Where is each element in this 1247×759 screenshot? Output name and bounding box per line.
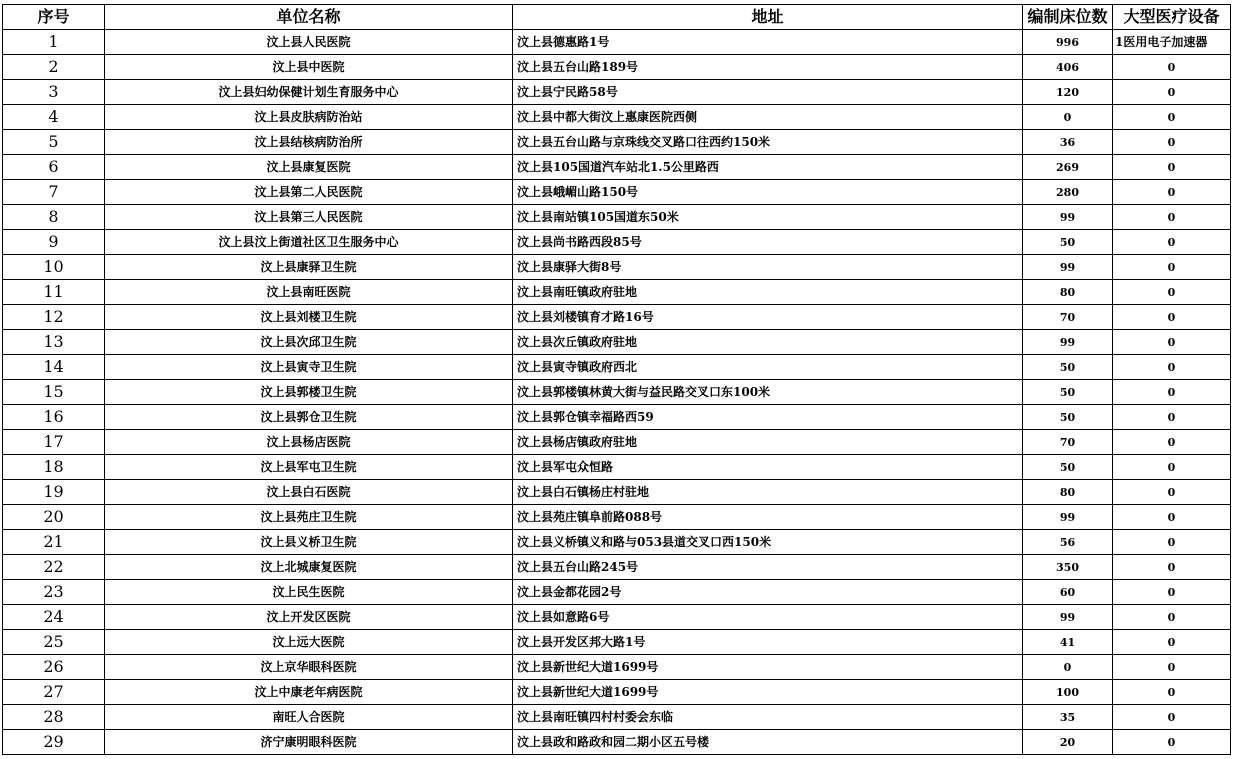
cell-equipment[interactable]: 0	[1113, 555, 1231, 580]
table-row	[3, 705, 1231, 730]
cell-equipment[interactable]: 0	[1113, 530, 1231, 555]
cell-equipment[interactable]: 0	[1113, 305, 1231, 330]
cell-beds[interactable]: 99	[1023, 330, 1113, 355]
cell-no[interactable]: 26	[3, 655, 105, 680]
cell-beds[interactable]: 36	[1023, 130, 1113, 155]
table-row	[3, 305, 1231, 330]
cell-equipment[interactable]: 0	[1113, 605, 1231, 630]
cell-beds[interactable]: 100	[1023, 680, 1113, 705]
cell-name[interactable]: 汶上县结核病防治所	[105, 130, 513, 155]
cell-name[interactable]: 汶上县皮肤病防治站	[105, 105, 513, 130]
cell-beds[interactable]: 350	[1023, 555, 1113, 580]
cell-name[interactable]: 汶上县妇幼保健计划生育服务中心	[105, 80, 513, 105]
cell-equipment[interactable]: 0	[1113, 205, 1231, 230]
cell-equipment[interactable]: 0	[1113, 380, 1231, 405]
cell-beds[interactable]: 70	[1023, 430, 1113, 455]
cell-no[interactable]: 20	[3, 505, 105, 530]
table-row	[3, 555, 1231, 580]
cell-equipment[interactable]: 0	[1113, 155, 1231, 180]
cell-address[interactable]: 汶上县如意路6号	[513, 605, 1023, 630]
cell-name[interactable]: 南旺人合医院	[105, 705, 513, 730]
cell-beds[interactable]: 70	[1023, 305, 1113, 330]
cell-name[interactable]: 汶上县寅寺卫生院	[105, 355, 513, 380]
table-row	[3, 155, 1231, 180]
table-row	[3, 230, 1231, 255]
cell-beds[interactable]: 56	[1023, 530, 1113, 555]
cell-no[interactable]: 21	[3, 530, 105, 555]
cell-address[interactable]: 汶上县五台山路与京珠线交叉路口往西约150米	[513, 130, 1023, 155]
cell-beds[interactable]: 99	[1023, 205, 1113, 230]
cell-no[interactable]: 16	[3, 405, 105, 430]
cell-name[interactable]: 汶上县白石医院	[105, 480, 513, 505]
cell-beds[interactable]: 996	[1023, 30, 1113, 55]
cell-no[interactable]: 1	[3, 30, 105, 55]
cell-name[interactable]: 汶上县康驿卫生院	[105, 255, 513, 280]
cell-name[interactable]: 汶上县南旺医院	[105, 280, 513, 305]
table-row	[3, 430, 1231, 455]
cell-beds[interactable]: 50	[1023, 405, 1113, 430]
cell-address[interactable]: 汶上县五台山路245号	[513, 555, 1023, 580]
cell-no[interactable]: 29	[3, 730, 105, 755]
table-body	[3, 30, 1231, 755]
cell-equipment[interactable]: 0	[1113, 280, 1231, 305]
cell-name[interactable]: 汶上中康老年病医院	[105, 680, 513, 705]
cell-beds[interactable]: 50	[1023, 355, 1113, 380]
cell-name[interactable]: 济宁康明眼科医院	[105, 730, 513, 755]
cell-address[interactable]: 汶上县郭仓镇幸福路西59	[513, 405, 1023, 430]
cell-no[interactable]: 23	[3, 580, 105, 605]
cell-beds[interactable]: 99	[1023, 255, 1113, 280]
cell-address[interactable]: 汶上县刘楼镇育才路16号	[513, 305, 1023, 330]
cell-address[interactable]: 汶上县康驿大街8号	[513, 255, 1023, 280]
cell-equipment[interactable]: 0	[1113, 505, 1231, 530]
cell-name[interactable]: 汶上北城康复医院	[105, 555, 513, 580]
cell-address[interactable]: 汶上县南旺镇政府驻地	[513, 280, 1023, 305]
cell-address[interactable]: 汶上县尚书路西段85号	[513, 230, 1023, 255]
cell-beds[interactable]: 280	[1023, 180, 1113, 205]
cell-address[interactable]: 汶上县政和路政和园二期小区五号楼	[513, 730, 1023, 755]
cell-no[interactable]: 19	[3, 480, 105, 505]
cell-address[interactable]: 汶上县寅寺镇政府西北	[513, 355, 1023, 380]
cell-beds[interactable]: 80	[1023, 280, 1113, 305]
cell-beds[interactable]: 120	[1023, 80, 1113, 105]
cell-no[interactable]: 4	[3, 105, 105, 130]
cell-no[interactable]: 18	[3, 455, 105, 480]
cell-beds[interactable]: 60	[1023, 580, 1113, 605]
cell-address[interactable]: 汶上县中都大街汶上惠康医院西侧	[513, 105, 1023, 130]
cell-name[interactable]: 汶上京华眼科医院	[105, 655, 513, 680]
cell-name[interactable]: 汶上远大医院	[105, 630, 513, 655]
cell-address[interactable]: 汶上县南旺镇四村村委会东临	[513, 705, 1023, 730]
table-row	[3, 355, 1231, 380]
cell-equipment[interactable]: 0	[1113, 630, 1231, 655]
cell-equipment[interactable]: 0	[1113, 180, 1231, 205]
cell-address[interactable]: 汶上县金都花园2号	[513, 580, 1023, 605]
cell-beds[interactable]: 0	[1023, 105, 1113, 130]
cell-no[interactable]: 9	[3, 230, 105, 255]
table-row	[3, 480, 1231, 505]
cell-address[interactable]: 汶上县峨嵋山路150号	[513, 180, 1023, 205]
cell-no[interactable]: 15	[3, 380, 105, 405]
table-row	[3, 30, 1231, 55]
cell-name[interactable]: 汶上县义桥卫生院	[105, 530, 513, 555]
cell-beds[interactable]: 99	[1023, 605, 1113, 630]
cell-address[interactable]: 汶上县苑庄镇阜前路088号	[513, 505, 1023, 530]
cell-equipment[interactable]: 0	[1113, 355, 1231, 380]
cell-beds[interactable]: 20	[1023, 730, 1113, 755]
table-row	[3, 280, 1231, 305]
cell-beds[interactable]: 50	[1023, 455, 1113, 480]
cell-beds[interactable]: 99	[1023, 505, 1113, 530]
header-no[interactable]: 序号	[3, 5, 105, 30]
hospital-table	[2, 4, 1231, 755]
cell-no[interactable]: 13	[3, 330, 105, 355]
table-row	[3, 580, 1231, 605]
table-row	[3, 205, 1231, 230]
table-row	[3, 680, 1231, 705]
cell-no[interactable]: 22	[3, 555, 105, 580]
cell-name[interactable]: 汶上县中医院	[105, 55, 513, 80]
cell-equipment[interactable]: 0	[1113, 230, 1231, 255]
cell-equipment[interactable]: 0	[1113, 730, 1231, 755]
cell-address[interactable]: 汶上县宁民路58号	[513, 80, 1023, 105]
table-row	[3, 455, 1231, 480]
cell-name[interactable]: 汶上县第三人民医院	[105, 205, 513, 230]
header-name[interactable]: 单位名称	[105, 5, 513, 30]
cell-name[interactable]: 汶上县康复医院	[105, 155, 513, 180]
cell-equipment[interactable]: 0	[1113, 580, 1231, 605]
cell-name[interactable]: 汶上县次邱卫生院	[105, 330, 513, 355]
cell-name[interactable]: 汶上县苑庄卫生院	[105, 505, 513, 530]
cell-equipment[interactable]: 0	[1113, 80, 1231, 105]
cell-no[interactable]: 11	[3, 280, 105, 305]
table-row	[3, 180, 1231, 205]
header-beds[interactable]: 编制床位数	[1023, 5, 1113, 30]
table-row	[3, 380, 1231, 405]
header-equipment[interactable]: 大型医疗设备	[1113, 5, 1231, 30]
header-row	[3, 5, 1231, 30]
cell-address[interactable]: 汶上县郭楼镇林黄大街与益民路交叉口东100米	[513, 380, 1023, 405]
cell-no[interactable]: 3	[3, 80, 105, 105]
table-row	[3, 405, 1231, 430]
cell-name[interactable]: 汶上县第二人民医院	[105, 180, 513, 205]
cell-equipment[interactable]: 0	[1113, 55, 1231, 80]
cell-equipment[interactable]: 0	[1113, 455, 1231, 480]
cell-equipment[interactable]: 0	[1113, 330, 1231, 355]
header-address[interactable]: 地址	[513, 5, 1023, 30]
table-row	[3, 55, 1231, 80]
cell-equipment[interactable]: 0	[1113, 255, 1231, 280]
cell-address[interactable]: 汶上县德惠路1号	[513, 30, 1023, 55]
cell-beds[interactable]: 0	[1023, 655, 1113, 680]
cell-address[interactable]: 汶上县五台山路189号	[513, 55, 1023, 80]
cell-no[interactable]: 7	[3, 180, 105, 205]
cell-no[interactable]: 24	[3, 605, 105, 630]
cell-no[interactable]: 10	[3, 255, 105, 280]
cell-no[interactable]: 25	[3, 630, 105, 655]
cell-equipment[interactable]: 1医用电子加速器	[1113, 30, 1231, 55]
table-row	[3, 80, 1231, 105]
cell-name[interactable]: 汶上县郭楼卫生院	[105, 380, 513, 405]
cell-name[interactable]: 汶上开发区医院	[105, 605, 513, 630]
cell-no[interactable]: 5	[3, 130, 105, 155]
cell-no[interactable]: 8	[3, 205, 105, 230]
table-row	[3, 630, 1231, 655]
cell-address[interactable]: 汶上县军屯众恒路	[513, 455, 1023, 480]
cell-name[interactable]: 汶上县杨店医院	[105, 430, 513, 455]
cell-equipment[interactable]: 0	[1113, 480, 1231, 505]
table-row	[3, 255, 1231, 280]
cell-equipment[interactable]: 0	[1113, 130, 1231, 155]
table-row	[3, 530, 1231, 555]
cell-address[interactable]: 汶上县南站镇105国道东50米	[513, 205, 1023, 230]
table-row	[3, 730, 1231, 755]
table-row	[3, 330, 1231, 355]
cell-beds[interactable]: 35	[1023, 705, 1113, 730]
cell-beds[interactable]: 41	[1023, 630, 1113, 655]
cell-no[interactable]: 2	[3, 55, 105, 80]
cell-beds[interactable]: 80	[1023, 480, 1113, 505]
cell-address[interactable]: 汶上县义桥镇义和路与053县道交叉口西150米	[513, 530, 1023, 555]
cell-no[interactable]: 6	[3, 155, 105, 180]
table-row	[3, 105, 1231, 130]
cell-name[interactable]: 汶上县人民医院	[105, 30, 513, 55]
spreadsheet	[2, 4, 1231, 755]
cell-name[interactable]: 汶上县军屯卫生院	[105, 455, 513, 480]
cell-no[interactable]: 14	[3, 355, 105, 380]
cell-address[interactable]: 汶上县105国道汽车站北1.5公里路西	[513, 155, 1023, 180]
cell-address[interactable]: 汶上县新世纪大道1699号	[513, 655, 1023, 680]
cell-address[interactable]: 汶上县开发区邦大路1号	[513, 630, 1023, 655]
cell-equipment[interactable]: 0	[1113, 405, 1231, 430]
cell-address[interactable]: 汶上县新世纪大道1699号	[513, 680, 1023, 705]
cell-equipment[interactable]: 0	[1113, 430, 1231, 455]
cell-name[interactable]: 汶上县汶上街道社区卫生服务中心	[105, 230, 513, 255]
cell-beds[interactable]: 50	[1023, 230, 1113, 255]
table-row	[3, 505, 1231, 530]
cell-address[interactable]: 汶上县杨店镇政府驻地	[513, 430, 1023, 455]
cell-no[interactable]: 27	[3, 680, 105, 705]
cell-name[interactable]: 汶上县刘楼卫生院	[105, 305, 513, 330]
cell-no[interactable]: 28	[3, 705, 105, 730]
table-row	[3, 130, 1231, 155]
cell-beds[interactable]: 269	[1023, 155, 1113, 180]
cell-name[interactable]: 汶上县郭仓卫生院	[105, 405, 513, 430]
cell-name[interactable]: 汶上民生医院	[105, 580, 513, 605]
table-row	[3, 605, 1231, 630]
cell-address[interactable]: 汶上县白石镇杨庄村驻地	[513, 480, 1023, 505]
cell-equipment[interactable]: 0	[1113, 705, 1231, 730]
table-row	[3, 655, 1231, 680]
cell-beds[interactable]: 50	[1023, 380, 1113, 405]
cell-equipment[interactable]: 0	[1113, 105, 1231, 130]
cell-no[interactable]: 17	[3, 430, 105, 455]
cell-no[interactable]: 12	[3, 305, 105, 330]
cell-equipment[interactable]: 0	[1113, 680, 1231, 705]
cell-beds[interactable]: 406	[1023, 55, 1113, 80]
cell-equipment[interactable]: 0	[1113, 655, 1231, 680]
cell-address[interactable]: 汶上县次丘镇政府驻地	[513, 330, 1023, 355]
